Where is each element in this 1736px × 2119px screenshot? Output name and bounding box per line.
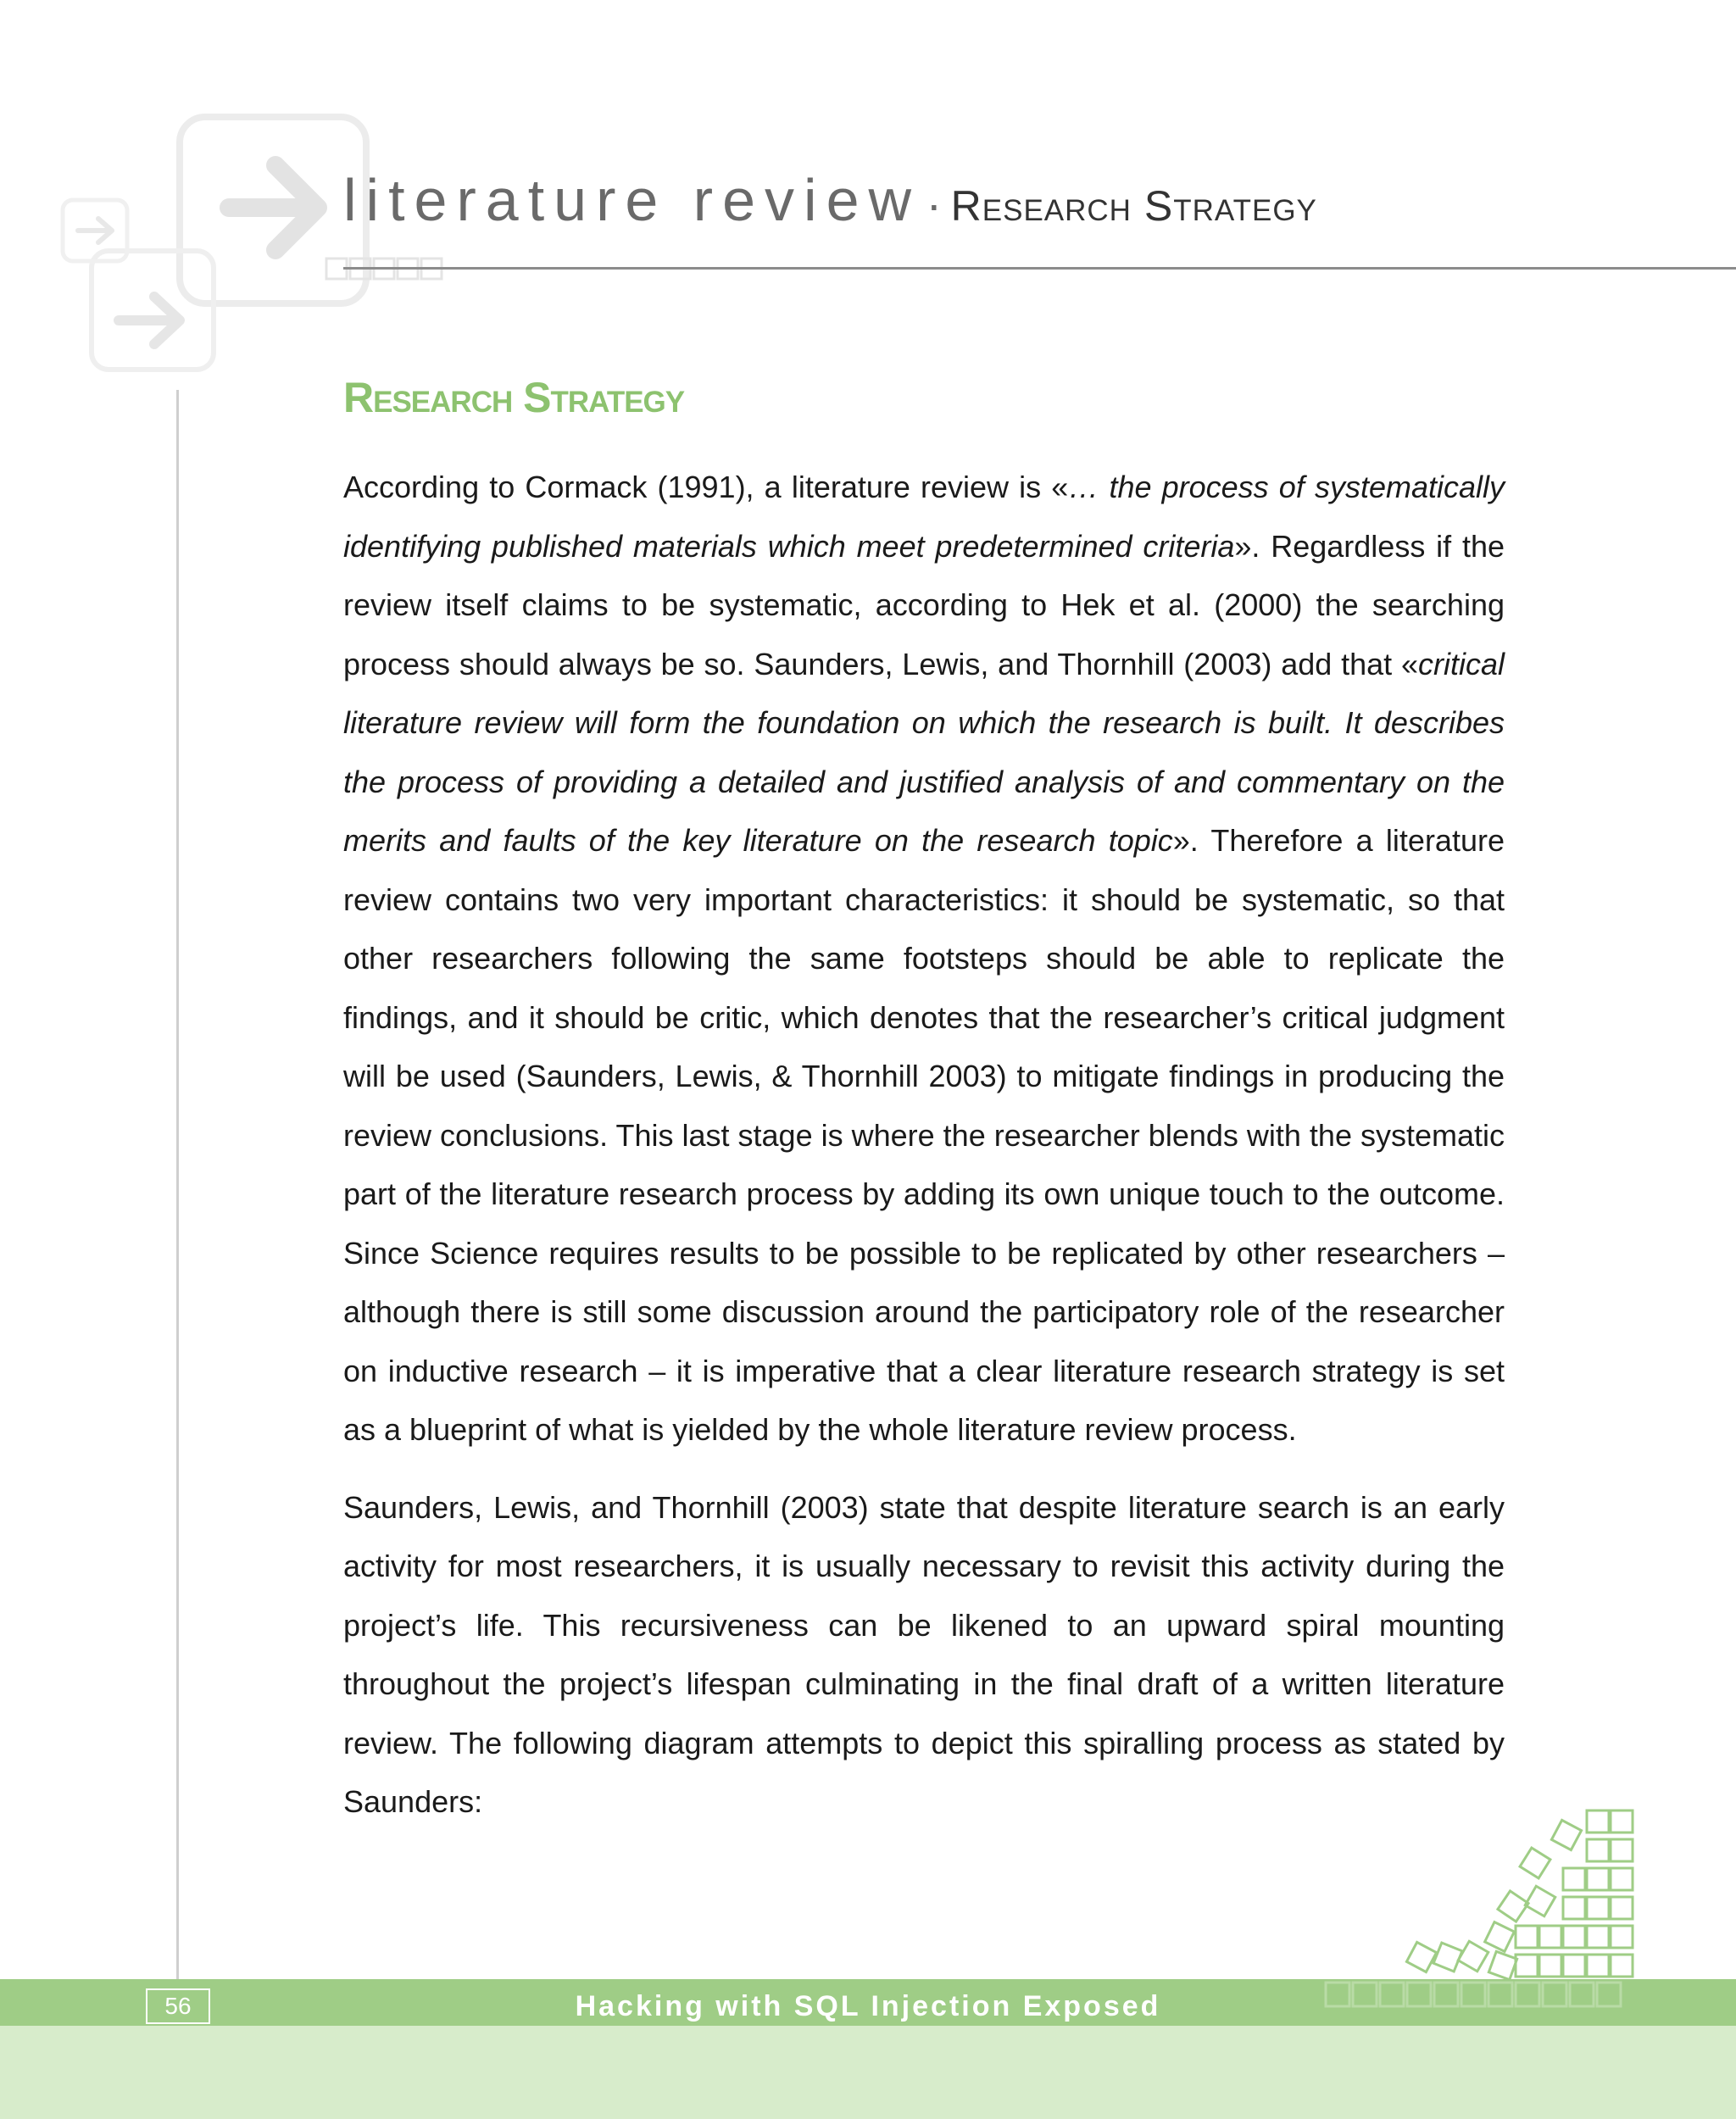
header-rule [343, 267, 1736, 270]
body-text [343, 458, 1505, 1850]
quote-saunders: critical literature review will form the foundation on which the research is built. It describes the process of providing a detailed and justified analysis of and commentary on the merits and faults of the key literature on the research topic [343, 646, 1505, 858]
running-header [343, 166, 1317, 234]
squares-staircase-decoration [1322, 1805, 1636, 2009]
footer-light-band [0, 2026, 1736, 2119]
arrow-right-icon [180, 117, 366, 303]
page-number: 56 [146, 1988, 210, 2024]
paragraph-1 [343, 458, 1505, 1460]
header-chapter: literature review [343, 167, 921, 233]
arrow-right-icon [92, 251, 214, 370]
paragraph-1-text-b: ». Regardless if the review itself claims to be systematic, according to Hek et al. (2000) the searching process should always be so. Saunders, Lewis, and Thornhill (2003) add that « [343, 528, 1505, 681]
header-separator: · [926, 177, 943, 231]
paragraph-2: Saunders, Lewis, and Thornhill (2003) state that despite literature search is an early activity for most researchers, it is usually necessary to revisit this activity during the project’s life. This recursiveness can be likened to an upward spiral mounting throughout the project’s lifespan culminating in the final draft of a written literature review. The following diagram attempts to depict this spiralling process as stated by Saunders: [343, 1489, 1505, 1819]
left-margin-rule [176, 390, 179, 1983]
paragraph-1-text-c: ». Therefore a literature review contains two very important characteristics: it should be systematic, so that other researchers following the same footsteps should be able to replicate the findings, and it should be critic, which denotes that the researcher’s critical judgment will be used (Saunders, Lewis, & Thornhill 2003) to mitigate findings in producing the review conclusions. This last stage is where the researcher blends with the systematic part of the literature research process by adding its own unique touch to the outcome. Since Science requires results to be possible to be replicated by other researchers – although there is still some discussion around the participatory role of the researcher on inductive research – it is imperative that a clear literature research strategy is set as a blueprint of what is yielded by the whole literature review process. [343, 823, 1505, 1447]
footer-book-title: Hacking with SQL Injection Exposed [575, 1990, 1161, 2022]
header-section: Research Strategy [950, 182, 1317, 230]
quote-cormack: … the process of systematically identifying published materials which meet predetermined criteria [343, 470, 1505, 564]
section-heading: Research Strategy [343, 374, 685, 421]
paragraph-1-text-a: According to Cormack (1991), a literature review is « [343, 470, 1069, 504]
